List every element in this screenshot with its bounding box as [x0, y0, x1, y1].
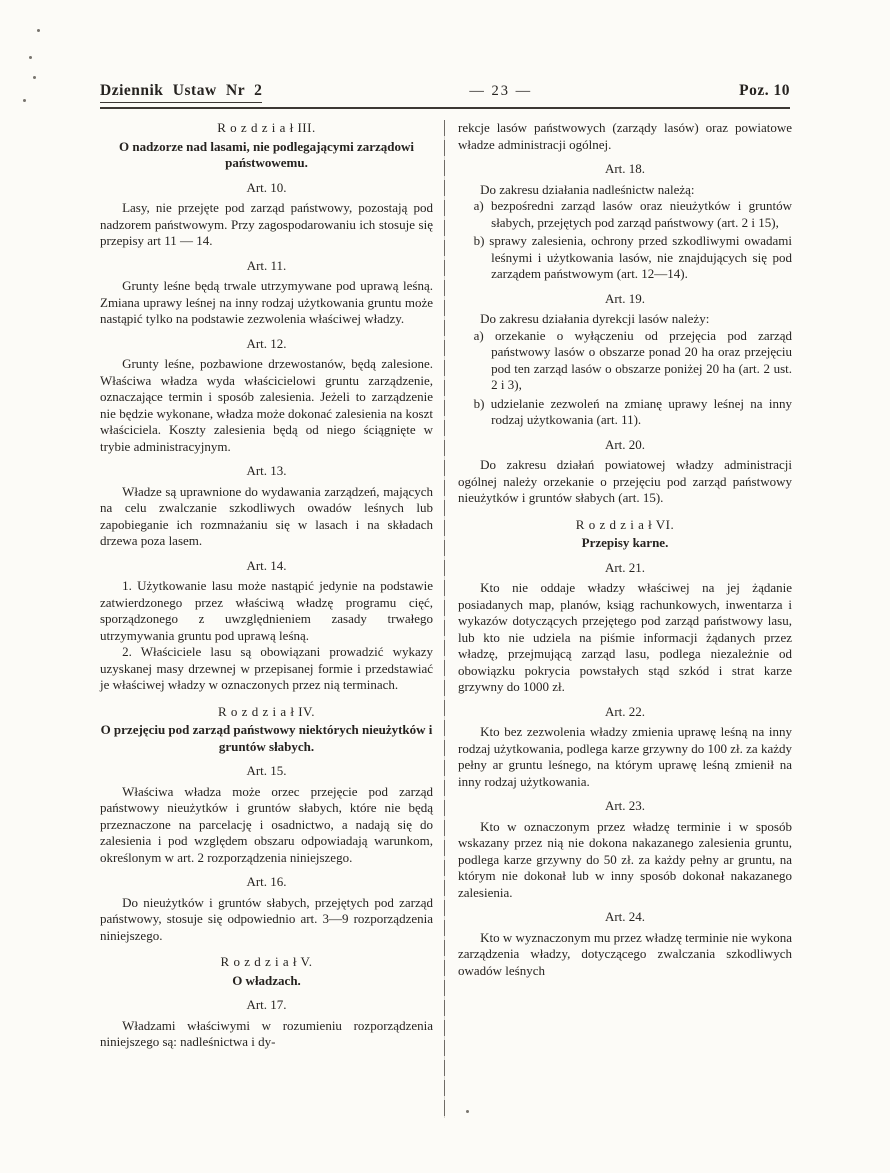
page-header [100, 82, 790, 109]
article-heading: Art. 21. [604, 559, 646, 575]
paragraph: Władze są uprawnione do wydawania zarządzeń, mających na celu zwalczanie szkodliwych owadów leśnych lub zapobieganie ich rozmnażaniu się w lasach i na składach drzewa poza lasem. [100, 483, 433, 548]
paragraph: Do nieużytków i gruntów słabych, przejętych pod zarząd państwowy, stosuje się odpowiednio art. 3—9 rozporządzenia niniejszego. [100, 894, 433, 943]
paragraph: Grunty leśne będą trwale utrzymywane pod uprawą leśną. Zmiana uprawy leśnej na inny rodzaj użytkowania gruntu może nastąpić tylko na podstawie zezwolenia właściwej władzy. [100, 278, 433, 326]
list-item-text: bezpośredni zarząd lasów oraz nieużytków i gruntów słabych, przejętych pod zarząd państwowy (art. 2 i 15), [491, 198, 792, 230]
paragraph-continuation: rekcje lasów państwowych (zarządy lasów) oraz powiatowe władze administracji ogólnej. [458, 120, 792, 152]
article-heading: Art. 10. [246, 179, 287, 195]
paragraph: Kto w oznaczonym przez władzę terminie i w sposób wskazany przez nią nie dokona nakazanego zalesienia gruntu, podlega karze grzywny do 50 zł. za każdy pełny ar gruntu, na którym nie dokonał lub w inny sposób dokonał nakazanego zalesienia. [458, 818, 792, 900]
article-heading: Art. 24. [604, 909, 646, 924]
scan-speck [29, 56, 32, 59]
article-heading: Art. 23. [604, 798, 646, 813]
chapter-subtitle: Przepisy karne. [581, 535, 669, 550]
article-heading: Art. 15. [246, 763, 287, 778]
paragraph: 1. Użytkowanie lasu może nastąpić jedynie na podstawie zatwierdzonego przez właściwą władzę programu cięć, sporządzonego z uwzględnieniem zasady trwałego utrzymywania gruntu pod uprawą leśną. [100, 578, 433, 643]
article-heading: Art. 19. [604, 290, 646, 306]
list-item-text: orzekanie o wyłączeniu od przejęcia pod zarząd państwowy lasów o obszarze ponad 20 ha oraz przejęciu pod ten zarząd lasów o obszarze poniżej 20 ha (art. 2 ust. 2 i 3), [491, 327, 792, 392]
article-heading: Art. 11. [246, 257, 287, 273]
article-heading: Art. 22. [604, 703, 646, 719]
list-item-marker: b) [473, 395, 491, 411]
scan-speck [33, 76, 36, 79]
article-heading: Art. 18. [604, 161, 646, 176]
chapter-heading: R o z d z i a ł III. [217, 120, 316, 135]
article-heading: Art. 14. [246, 557, 287, 573]
list-item [458, 396, 792, 429]
chapter-subtitle: O władzach. [232, 972, 301, 988]
list-item-text: sprawy zalesienia, ochrony przed szkodliwymi owadami leśnymi i użytkowania lasów, nie znajdujących się pod zarządem państwowym (art. 12—14). [489, 233, 792, 281]
paragraph: 2. Właściciele lasu są obowiązani prowadzić wykazy uzyskanej masy drzewnej w przepisanej formie i przedstawiać je właściwej władzy w oznaczonych przez nią terminach. [100, 644, 433, 692]
chapter-heading: R o z d z i a ł VI. [575, 516, 675, 532]
scan-speck [37, 29, 40, 32]
list-item [458, 328, 792, 394]
article-heading: Art. 16. [246, 874, 287, 889]
text-columns [100, 120, 792, 1118]
list-item-marker: b) [473, 233, 490, 248]
paragraph: Władzami właściwymi w rozumieniu rozporządzenia niniejszego są: nadleśnictwa i dy- [100, 1017, 433, 1049]
paragraph: Lasy, nie przejęte pod zarząd państwowy, pozostają pod nadzorem państwowym. Przy zagospodarowaniu ich stosuje się przepisy art 11 — 14. [100, 200, 433, 248]
article-heading: Art. 13. [246, 463, 287, 478]
chapter-subtitle: O przejęciu pod zarząd państwowy niektórych nieużytków i gruntów słabych. [100, 722, 433, 754]
paragraph: Kto w wyznaczonym mu przez władzę terminie nie wykona zarządzenia władzy, dotyczącego zwalczania szkodliwych owadów leśnych [458, 929, 792, 978]
paragraph: Właściwa władza może orzec przejęcie pod zarząd państwowy nieużytków i gruntów słabych, które nie będą przeznaczone na parcelację i osadnictwo, a nadają się do zalesienia i pod względem obszaru odpowiadają warunkom, określonym w art. 2 rozporządzenia niniejszego. [100, 783, 433, 865]
list-item [458, 198, 792, 231]
list-item-marker: a) [473, 198, 492, 213]
chapter-subtitle: O nadzorze nad lasami, nie podlegającymi zarządowi państwowemu. [118, 138, 414, 170]
article-heading: Art. 20. [604, 436, 646, 452]
list-item-text: udzielanie zezwoleń na zmianę uprawy leśnej na inny rodzaj użytkowania (art. 11). [490, 395, 792, 427]
list-item-marker: a) [473, 327, 495, 343]
paragraph: Do zakresu działań powiatowej władzy administracji ogólnej należy orzekanie o przejęciu pod zarząd państwowy nieużytków i gruntów słabych (art. 15). [458, 457, 792, 505]
article-heading: Art. 17. [246, 997, 287, 1012]
left-column [100, 120, 433, 1118]
scan-speck [23, 99, 26, 102]
paragraph: Kto nie oddaje władzy właściwej na jej żądanie posiadanych map, planów, ksiąg rachunkowych, inwentarza i wykazów dotyczących przejętego pod zarząd państwowy lasu, lub kto nie udziela na piśmie informacji żądanych przez władzę, przejmującą zarząd lasu, podlega niezależnie od obowiązku pokrycia powstałych stąd szkód i strat karze grzywny do 1000 zł. [458, 580, 792, 694]
paragraph: Kto bez zezwolenia władzy zmienia uprawę leśną na inny rodzaj użytkowania, podlega karze grzywny do 100 zł. za każdy pełny ar gruntu leśnego, na którym uprawę leśną zmienił na inny rodzaj użytkowania. [458, 724, 792, 789]
position-number: Poz. 10 [739, 82, 790, 99]
paragraph: Grunty leśne, pozbawione drzewostanów, będą zalesione. Właściwa władza wyda właścicielowi gruntu zarządzenie, oznaczające termin i sposób zalesienia. Jeżeli to zarządzenie nie będzie wykonane, władza może dokonać zalesienia na koszt właściciela. Koszty zalesienia będą od niego ściągnięte w trybie administracyjnym. [100, 356, 433, 454]
list-item [458, 233, 792, 283]
right-column [458, 120, 792, 1118]
column-divider [444, 120, 445, 1118]
chapter-heading: R o z d z i a ł IV. [218, 703, 315, 719]
article-heading: Art. 12. [246, 335, 287, 351]
chapter-heading: R o z d z i a ł V. [220, 954, 313, 969]
paragraph: Do zakresu działania nadleśnictw należą: [480, 181, 695, 197]
paragraph: Do zakresu działania dyrekcji lasów należy: [480, 311, 710, 326]
page-number: — 23 — [469, 83, 533, 99]
gazette-title: Dziennik Ustaw Nr 2 [100, 82, 262, 103]
